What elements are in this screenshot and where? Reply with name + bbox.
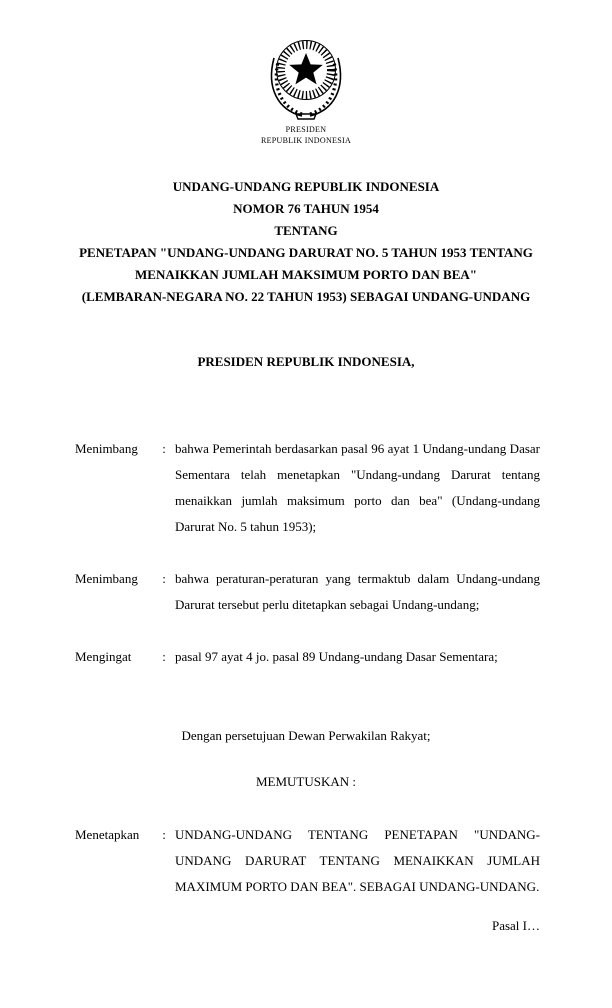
emblem-block — [0, 0, 612, 146]
clause-text: bahwa Pemerintah berdasarkan pasal 96 ayat 1 Undang-undang Dasar Sementara telah menetapkan "Undang-undang Darurat tentang menaikkan jumlah maksimum porto dan bea" (Undang-undang Darurat No. 5 tahun 1953); — [175, 441, 540, 534]
agreement-line: Dengan persetujuan Dewan Perwakilan Rakyat; — [181, 728, 431, 743]
enactment-row — [75, 822, 540, 900]
title-line-3: TENTANG — [274, 223, 338, 238]
clause-label: Menimbang — [75, 441, 138, 456]
decision-line: MEMUTUSKAN : — [255, 774, 357, 789]
clause-text: bahwa peraturan-peraturan yang termaktub dalam Undang-undang Darurat tersebut perlu ditetapkan sebagai Undang-undang; — [175, 571, 540, 612]
clause-row — [75, 566, 540, 618]
enactment-label: Menetapkan — [75, 827, 140, 842]
enactment-block — [0, 822, 612, 900]
presidential-emblem-icon — [258, 36, 354, 122]
clause-row — [75, 436, 540, 540]
title-line-5: MENAIKKAN JUMLAH MAKSIMUM PORTO DAN BEA" — [135, 267, 477, 282]
clause-separator: : — [162, 571, 166, 586]
title-line-4: PENETAPAN "UNDANG-UNDANG DARURAT NO. 5 TAHUN 1953 TENTANG — [79, 245, 533, 260]
title-line-2: NOMOR 76 TAHUN 1954 — [233, 201, 379, 216]
enactment-text: UNDANG-UNDANG TENTANG PENETAPAN "UNDANG-UNDANG DARURAT TENTANG MENAIKKAN JUMLAH MAXIMUM PORTO DAN BEA". SEBAGAI UNDANG-UNDANG. — [175, 827, 540, 894]
document-title — [0, 176, 612, 308]
clause-row — [75, 644, 540, 670]
emblem-caption-line1: PRESIDEN — [285, 125, 327, 134]
clause-separator: : — [162, 441, 166, 456]
clause-label: Menimbang — [75, 571, 138, 586]
clause-text: pasal 97 ayat 4 jo. pasal 89 Undang-undang Dasar Sementara; — [175, 649, 498, 664]
footer-catchword: Pasal I… — [491, 918, 540, 933]
title-line-1: UNDANG-UNDANG REPUBLIK INDONESIA — [172, 179, 440, 194]
salutation-line: PRESIDEN REPUBLIK INDONESIA, — [197, 354, 415, 369]
enactment-separator: : — [162, 827, 166, 842]
title-line-6: (LEMBARAN-NEGARA NO. 22 TAHUN 1953) SEBAGAI UNDANG-UNDANG — [81, 289, 531, 304]
emblem-caption-line2: REPUBLIK INDONESIA — [260, 136, 352, 145]
clause-list — [0, 436, 612, 670]
emblem-caption — [0, 124, 612, 146]
clause-label: Mengingat — [75, 649, 132, 664]
clause-separator: : — [162, 649, 166, 664]
